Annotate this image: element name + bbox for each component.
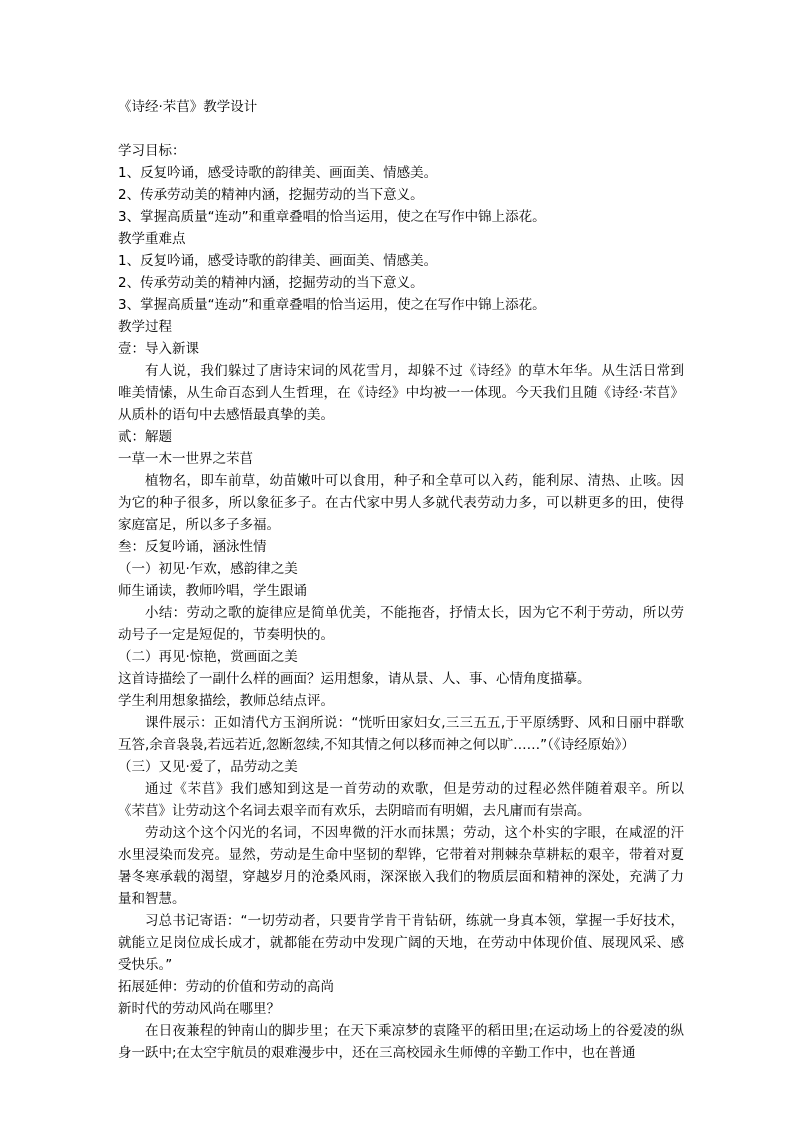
- explain-subheading: 一草一木一世界之芣苢: [118, 451, 253, 467]
- document-page: [118, 96, 684, 1064]
- intro-heading: 壹：导入新课: [118, 341, 199, 357]
- recite-heading: 叁：反复吟诵，涵泳性情: [118, 539, 267, 555]
- extension-heading: 拓展延伸：劳动的价值和劳动的高尚: [118, 979, 334, 995]
- objective-item-2: 2、传承劳动美的精神内涵，挖掘劳动的当下意义。: [118, 187, 424, 203]
- section-2-heading: （二）再见·惊艳，赏画面之美: [118, 649, 298, 665]
- section-3-heading: （三）又见·爱了，品劳动之美: [118, 759, 298, 775]
- section-2-line: 学生利用想象描绘，教师总结点评。: [118, 693, 334, 709]
- explain-heading: 贰：解题: [118, 429, 172, 445]
- section-2-quote: 课件展示：正如清代方玉润所说：“恍听田家妇女,三三五五,于平原绣野、风和日丽中群歌互答,余音袅袅,若远若近,忽断忽续,不知其情之何以移而神之何以旷……”（《诗经原始》）: [118, 715, 684, 753]
- objective-item-1: 1、反复吟诵，感受诗歌的韵律美、画面美、情感美。: [118, 165, 438, 181]
- section-2-question: 这首诗描绘了一副什么样的画面？运用想象，请从景、人、事、心情角度描摹。: [118, 671, 591, 687]
- section-3-paragraph-2: 劳动这个这个闪光的名词，不因卑微的汗水而抹黑；劳动，这个朴实的字眼，在咸涩的汗水里浸染而发亮。显然，劳动是生命中坚韧的犁铧，它带着对荆棘杂草耕耘的艰辛，带着对夏暑冬寒承载的渴望，穿越岁月的沧桑风雨，深深嵌入我们的物质层面和精神的深处，充满了力量和智慧。: [118, 825, 684, 907]
- section-3-paragraph-3: 习总书记寄语：“一切劳动者，只要肯学肯干肯钻研，练就一身真本领，掌握一手好技术，就能立足岗位成长成才，就都能在劳动中发现广阔的天地，在劳动中体现价值、展现风采、感受快乐。”: [118, 913, 684, 973]
- document-title: 《诗经·芣苢》教学设计: [118, 99, 258, 115]
- section-1-line: 师生诵读，教师吟唱，学生跟诵: [118, 583, 307, 599]
- key-points-heading: 教学重难点: [118, 231, 186, 247]
- section-1-summary: 小结：劳动之歌的旋律应是简单优美，不能拖沓，抒情太长，因为它不利于劳动，所以劳动号子一定是短促的，节奏明快的。: [118, 605, 684, 643]
- key-point-item-1: 1、反复吟诵，感受诗歌的韵律美、画面美、情感美。: [118, 253, 438, 269]
- key-point-item-2: 2、传承劳动美的精神内涵，挖掘劳动的当下意义。: [118, 275, 424, 291]
- extension-paragraph: 在日夜兼程的钟南山的脚步里；在天下乘凉梦的袁隆平的稻田里;在运动场上的谷爱凌的纵身一跃中;在太空宇航员的艰难漫步中，还在三高校园永生师傅的辛勤工作中，也在普通: [118, 1023, 684, 1061]
- process-heading: 教学过程: [118, 319, 172, 335]
- objectives-heading: 学习目标：: [118, 143, 186, 159]
- key-point-item-3: 3、掌握高质量“连动”和重章叠唱的恰当运用，使之在写作中锦上添花。: [118, 297, 546, 313]
- section-1-heading: （一）初见·乍欢，感韵律之美: [118, 561, 298, 577]
- explain-paragraph: 植物名，即车前草，幼苗嫩叶可以食用，种子和全草可以入药，能利尿、清热、止咳。因为它的种子很多，所以象征多子。在古代家中男人多就代表劳动力多，可以耕更多的田，使得家庭富足，所以多子多福。: [118, 473, 684, 533]
- intro-paragraph: 有人说，我们躲过了唐诗宋词的风花雪月，却躲不过《诗经》的草木年华。从生活日常到唯美情愫，从生命百态到人生哲理，在《诗经》中均被一一体现。今天我们且随《诗经·芣苢》从质朴的语句中去感悟最真挚的美。: [118, 363, 684, 423]
- section-3-paragraph-1: 通过《芣苢》我们感知到这是一首劳动的欢歌，但是劳动的过程必然伴随着艰辛。所以《芣苢》让劳动这个名词去艰辛而有欢乐，去阴暗而有明媚，去凡庸而有崇高。: [118, 781, 684, 819]
- objective-item-3: 3、掌握高质量“连动”和重章叠唱的恰当运用，使之在写作中锦上添花。: [118, 209, 546, 225]
- extension-question: 新时代的劳动风尚在哪里？: [118, 1001, 280, 1017]
